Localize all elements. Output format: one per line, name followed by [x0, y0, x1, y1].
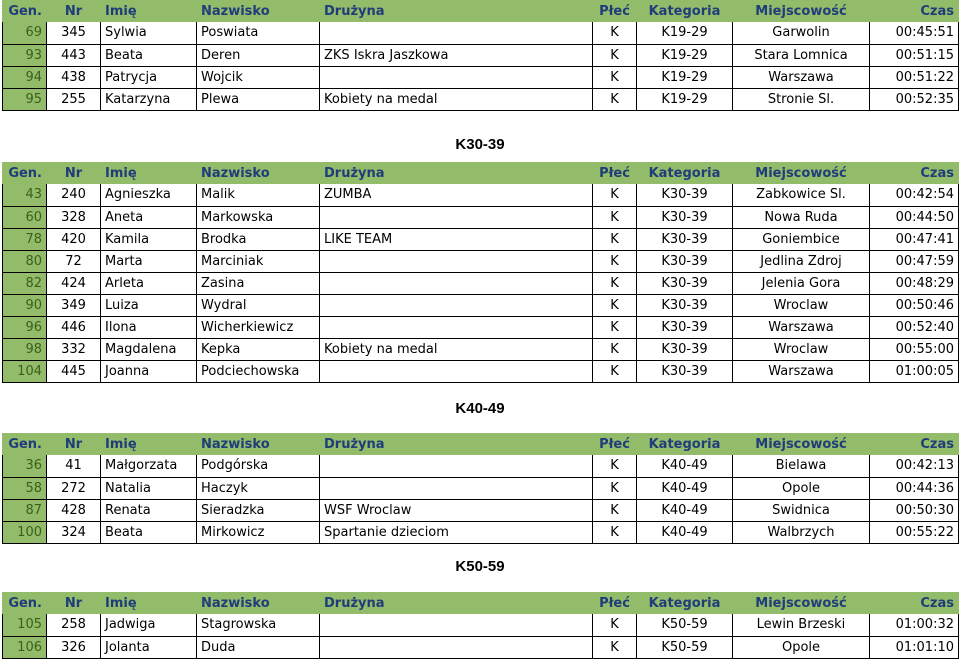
header-plec: Płeć — [593, 592, 637, 614]
cell-miejscowosc: Bielawa — [733, 455, 870, 477]
cell-nr: 445 — [47, 360, 101, 382]
cell-nr: 326 — [47, 636, 101, 658]
cell-gen: 43 — [3, 184, 47, 206]
cell-gen: 105 — [3, 614, 47, 636]
cell-kategoria: K40-49 — [637, 499, 733, 521]
cell-nr: 324 — [47, 521, 101, 543]
cell-imie: Natalia — [101, 477, 197, 499]
cell-miejscowosc: Opole — [733, 636, 870, 658]
cell-plec: K — [593, 338, 637, 360]
cell-druzyna — [320, 316, 593, 338]
cell-imie: Ilona — [101, 316, 197, 338]
cell-imie: Patrycja — [101, 66, 197, 88]
cell-kategoria: K19-29 — [637, 44, 733, 66]
cell-miejscowosc: Lewin Brzeski — [733, 614, 870, 636]
cell-czas: 00:45:51 — [870, 22, 959, 44]
cell-nr: 258 — [47, 614, 101, 636]
table-row — [3, 316, 959, 338]
cell-imie: Renata — [101, 499, 197, 521]
header-nr: Nr — [47, 592, 101, 614]
table-header-row — [3, 433, 959, 455]
cell-nazwisko: Plewa — [197, 88, 320, 110]
cell-plec: K — [593, 228, 637, 250]
cell-plec: K — [593, 614, 637, 636]
cell-druzyna — [320, 636, 593, 658]
cell-plec: K — [593, 294, 637, 316]
cell-czas: 00:55:22 — [870, 521, 959, 543]
cell-imie: Luiza — [101, 294, 197, 316]
table-row — [3, 228, 959, 250]
cell-kategoria: K30-39 — [637, 228, 733, 250]
cell-druzyna — [320, 294, 593, 316]
cell-druzyna — [320, 360, 593, 382]
cell-gen: 104 — [3, 360, 47, 382]
cell-miejscowosc: Goniembice — [733, 228, 870, 250]
cell-druzyna — [320, 614, 593, 636]
cell-nr: 272 — [47, 477, 101, 499]
table-row — [3, 499, 959, 521]
cell-czas: 00:42:54 — [870, 184, 959, 206]
cell-czas: 01:01:10 — [870, 636, 959, 658]
table-row — [3, 636, 959, 658]
cell-imie: Jolanta — [101, 636, 197, 658]
header-miejscowosc: Miejscowość — [733, 0, 870, 22]
cell-czas: 00:50:30 — [870, 499, 959, 521]
cell-druzyna — [320, 272, 593, 294]
cell-kategoria: K30-39 — [637, 338, 733, 360]
header-miejscowosc: Miejscowość — [733, 433, 870, 455]
cell-imie: Agnieszka — [101, 184, 197, 206]
table-row — [3, 88, 959, 110]
header-druzyna: Drużyna — [320, 592, 593, 614]
cell-gen: 36 — [3, 455, 47, 477]
cell-gen: 98 — [3, 338, 47, 360]
cell-kategoria: K30-39 — [637, 250, 733, 272]
cell-kategoria: K19-29 — [637, 22, 733, 44]
cell-imie: Marta — [101, 250, 197, 272]
header-imie: Imię — [101, 592, 197, 614]
cell-czas: 00:51:15 — [870, 44, 959, 66]
header-nazwisko: Nazwisko — [197, 433, 320, 455]
header-gen: Gen. — [3, 0, 47, 22]
header-miejscowosc: Miejscowość — [733, 162, 870, 184]
cell-imie: Katarzyna — [101, 88, 197, 110]
cell-plec: K — [593, 521, 637, 543]
header-imie: Imię — [101, 162, 197, 184]
cell-gen: 90 — [3, 294, 47, 316]
cell-druzyna: WSF Wroclaw — [320, 499, 593, 521]
cell-nr: 328 — [47, 206, 101, 228]
cell-druzyna: Spartanie dzieciom — [320, 521, 593, 543]
cell-nazwisko: Kepka — [197, 338, 320, 360]
cell-druzyna: LIKE TEAM — [320, 228, 593, 250]
cell-kategoria: K30-39 — [637, 316, 733, 338]
cell-imie: Sylwia — [101, 22, 197, 44]
cell-imie: Aneta — [101, 206, 197, 228]
cell-imie: Kamila — [101, 228, 197, 250]
cell-plec: K — [593, 477, 637, 499]
cell-miejscowosc: Garwolin — [733, 22, 870, 44]
cell-nr: 349 — [47, 294, 101, 316]
cell-gen: 94 — [3, 66, 47, 88]
cell-nr: 438 — [47, 66, 101, 88]
cell-nazwisko: Duda — [197, 636, 320, 658]
cell-miejscowosc: Zabkowice Sl. — [733, 184, 870, 206]
cell-imie: Beata — [101, 44, 197, 66]
cell-nr: 72 — [47, 250, 101, 272]
table-row — [3, 206, 959, 228]
cell-miejscowosc: Nowa Ruda — [733, 206, 870, 228]
cell-nazwisko: Brodka — [197, 228, 320, 250]
cell-gen: 93 — [3, 44, 47, 66]
table-header-row — [3, 162, 959, 184]
header-druzyna: Drużyna — [320, 433, 593, 455]
cell-nazwisko: Wydral — [197, 294, 320, 316]
cell-kategoria: K40-49 — [637, 521, 733, 543]
cell-druzyna — [320, 477, 593, 499]
cell-nr: 420 — [47, 228, 101, 250]
cell-plec: K — [593, 636, 637, 658]
cell-druzyna: Kobiety na medal — [320, 88, 593, 110]
cell-czas: 00:44:36 — [870, 477, 959, 499]
cell-plec: K — [593, 455, 637, 477]
header-nr: Nr — [47, 0, 101, 22]
table-header-row — [3, 592, 959, 614]
cell-gen: 60 — [3, 206, 47, 228]
header-plec: Płeć — [593, 162, 637, 184]
cell-imie: Beata — [101, 521, 197, 543]
cell-nazwisko: Zasina — [197, 272, 320, 294]
cell-plec: K — [593, 316, 637, 338]
cell-kategoria: K30-39 — [637, 294, 733, 316]
cell-plec: K — [593, 499, 637, 521]
cell-nr: 443 — [47, 44, 101, 66]
header-kategoria: Kategoria — [637, 592, 733, 614]
cell-miejscowosc: Jedlina Zdroj — [733, 250, 870, 272]
cell-gen: 96 — [3, 316, 47, 338]
cell-nr: 424 — [47, 272, 101, 294]
cell-imie: Magdalena — [101, 338, 197, 360]
cell-gen: 87 — [3, 499, 47, 521]
cell-plec: K — [593, 272, 637, 294]
cell-nazwisko: Mirkowicz — [197, 521, 320, 543]
cell-nazwisko: Podciechowska — [197, 360, 320, 382]
cell-kategoria: K30-39 — [637, 272, 733, 294]
cell-nazwisko: Markowska — [197, 206, 320, 228]
header-plec: Płeć — [593, 433, 637, 455]
cell-kategoria: K19-29 — [637, 66, 733, 88]
cell-gen: 100 — [3, 521, 47, 543]
cell-gen: 78 — [3, 228, 47, 250]
table-row — [3, 294, 959, 316]
cell-miejscowosc: Warszawa — [733, 66, 870, 88]
table-row — [3, 521, 959, 543]
cell-gen: 58 — [3, 477, 47, 499]
table-row — [3, 360, 959, 382]
cell-nr: 240 — [47, 184, 101, 206]
cell-druzyna: ZUMBA — [320, 184, 593, 206]
cell-druzyna: ZKS Iskra Jaszkowa — [320, 44, 593, 66]
table-row — [3, 250, 959, 272]
header-gen: Gen. — [3, 433, 47, 455]
table-header-row — [3, 0, 959, 22]
cell-plec: K — [593, 206, 637, 228]
results-table — [2, 433, 959, 544]
cell-plec: K — [593, 360, 637, 382]
header-kategoria: Kategoria — [637, 162, 733, 184]
header-imie: Imię — [101, 0, 197, 22]
cell-miejscowosc: Stara Lomnica — [733, 44, 870, 66]
header-gen: Gen. — [3, 162, 47, 184]
cell-plec: K — [593, 22, 637, 44]
header-czas: Czas — [870, 162, 959, 184]
cell-czas: 00:47:41 — [870, 228, 959, 250]
cell-czas: 00:51:22 — [870, 66, 959, 88]
cell-nr: 41 — [47, 455, 101, 477]
table-row — [3, 22, 959, 44]
cell-kategoria: K40-49 — [637, 455, 733, 477]
header-kategoria: Kategoria — [637, 433, 733, 455]
header-miejscowosc: Miejscowość — [733, 592, 870, 614]
cell-nazwisko: Wicherkiewicz — [197, 316, 320, 338]
cell-plec: K — [593, 66, 637, 88]
cell-czas: 00:55:00 — [870, 338, 959, 360]
table-row — [3, 66, 959, 88]
cell-czas: 01:00:05 — [870, 360, 959, 382]
category-title: K30-39 — [455, 136, 505, 153]
table-row — [3, 184, 959, 206]
cell-plec: K — [593, 44, 637, 66]
cell-miejscowosc: Warszawa — [733, 316, 870, 338]
cell-miejscowosc: Wroclaw — [733, 294, 870, 316]
header-druzyna: Drużyna — [320, 0, 593, 22]
cell-miejscowosc: Stronie Sl. — [733, 88, 870, 110]
cell-imie: Arleta — [101, 272, 197, 294]
header-kategoria: Kategoria — [637, 0, 733, 22]
header-czas: Czas — [870, 0, 959, 22]
header-imie: Imię — [101, 433, 197, 455]
cell-nazwisko: Malik — [197, 184, 320, 206]
cell-kategoria: K40-49 — [637, 477, 733, 499]
cell-druzyna — [320, 250, 593, 272]
cell-nr: 446 — [47, 316, 101, 338]
table-row — [3, 614, 959, 636]
cell-miejscowosc: Wroclaw — [733, 338, 870, 360]
cell-nazwisko: Poswiata — [197, 22, 320, 44]
cell-miejscowosc: Jelenia Gora — [733, 272, 870, 294]
category-title: K50-59 — [455, 558, 505, 575]
header-nazwisko: Nazwisko — [197, 0, 320, 22]
cell-druzyna — [320, 22, 593, 44]
cell-nr: 345 — [47, 22, 101, 44]
cell-druzyna — [320, 206, 593, 228]
cell-nazwisko: Haczyk — [197, 477, 320, 499]
results-table — [2, 592, 959, 659]
header-nr: Nr — [47, 162, 101, 184]
cell-czas: 01:00:32 — [870, 614, 959, 636]
header-nazwisko: Nazwisko — [197, 592, 320, 614]
cell-druzyna — [320, 66, 593, 88]
cell-miejscowosc: Opole — [733, 477, 870, 499]
cell-nazwisko: Wojcik — [197, 66, 320, 88]
cell-gen: 82 — [3, 272, 47, 294]
header-druzyna: Drużyna — [320, 162, 593, 184]
cell-kategoria: K30-39 — [637, 184, 733, 206]
header-czas: Czas — [870, 433, 959, 455]
cell-kategoria: K30-39 — [637, 206, 733, 228]
cell-miejscowosc: Swidnica — [733, 499, 870, 521]
cell-czas: 00:52:40 — [870, 316, 959, 338]
header-plec: Płeć — [593, 0, 637, 22]
cell-czas: 00:50:46 — [870, 294, 959, 316]
table-row — [3, 44, 959, 66]
cell-czas: 00:48:29 — [870, 272, 959, 294]
cell-kategoria: K50-59 — [637, 614, 733, 636]
table-row — [3, 272, 959, 294]
cell-nazwisko: Sieradzka — [197, 499, 320, 521]
cell-imie: Joanna — [101, 360, 197, 382]
header-nr: Nr — [47, 433, 101, 455]
cell-druzyna: Kobiety na medal — [320, 338, 593, 360]
cell-kategoria: K19-29 — [637, 88, 733, 110]
cell-imie: Małgorzata — [101, 455, 197, 477]
cell-nazwisko: Podgórska — [197, 455, 320, 477]
cell-nazwisko: Marciniak — [197, 250, 320, 272]
header-gen: Gen. — [3, 592, 47, 614]
cell-gen: 95 — [3, 88, 47, 110]
cell-kategoria: K50-59 — [637, 636, 733, 658]
cell-imie: Jadwiga — [101, 614, 197, 636]
header-nazwisko: Nazwisko — [197, 162, 320, 184]
cell-miejscowosc: Walbrzych — [733, 521, 870, 543]
cell-czas: 00:42:13 — [870, 455, 959, 477]
results-table — [2, 162, 959, 383]
cell-gen: 69 — [3, 22, 47, 44]
cell-czas: 00:44:50 — [870, 206, 959, 228]
cell-plec: K — [593, 88, 637, 110]
cell-kategoria: K30-39 — [637, 360, 733, 382]
cell-nazwisko: Stagrowska — [197, 614, 320, 636]
cell-czas: 00:47:59 — [870, 250, 959, 272]
cell-czas: 00:52:35 — [870, 88, 959, 110]
cell-nr: 428 — [47, 499, 101, 521]
cell-gen: 80 — [3, 250, 47, 272]
table-row — [3, 477, 959, 499]
cell-nr: 255 — [47, 88, 101, 110]
cell-nr: 332 — [47, 338, 101, 360]
cell-nazwisko: Deren — [197, 44, 320, 66]
cell-miejscowosc: Warszawa — [733, 360, 870, 382]
category-title: K40-49 — [455, 400, 505, 417]
cell-plec: K — [593, 184, 637, 206]
cell-gen: 106 — [3, 636, 47, 658]
table-row — [3, 338, 959, 360]
header-czas: Czas — [870, 592, 959, 614]
table-row — [3, 455, 959, 477]
cell-plec: K — [593, 250, 637, 272]
results-table — [2, 0, 959, 111]
cell-druzyna — [320, 455, 593, 477]
